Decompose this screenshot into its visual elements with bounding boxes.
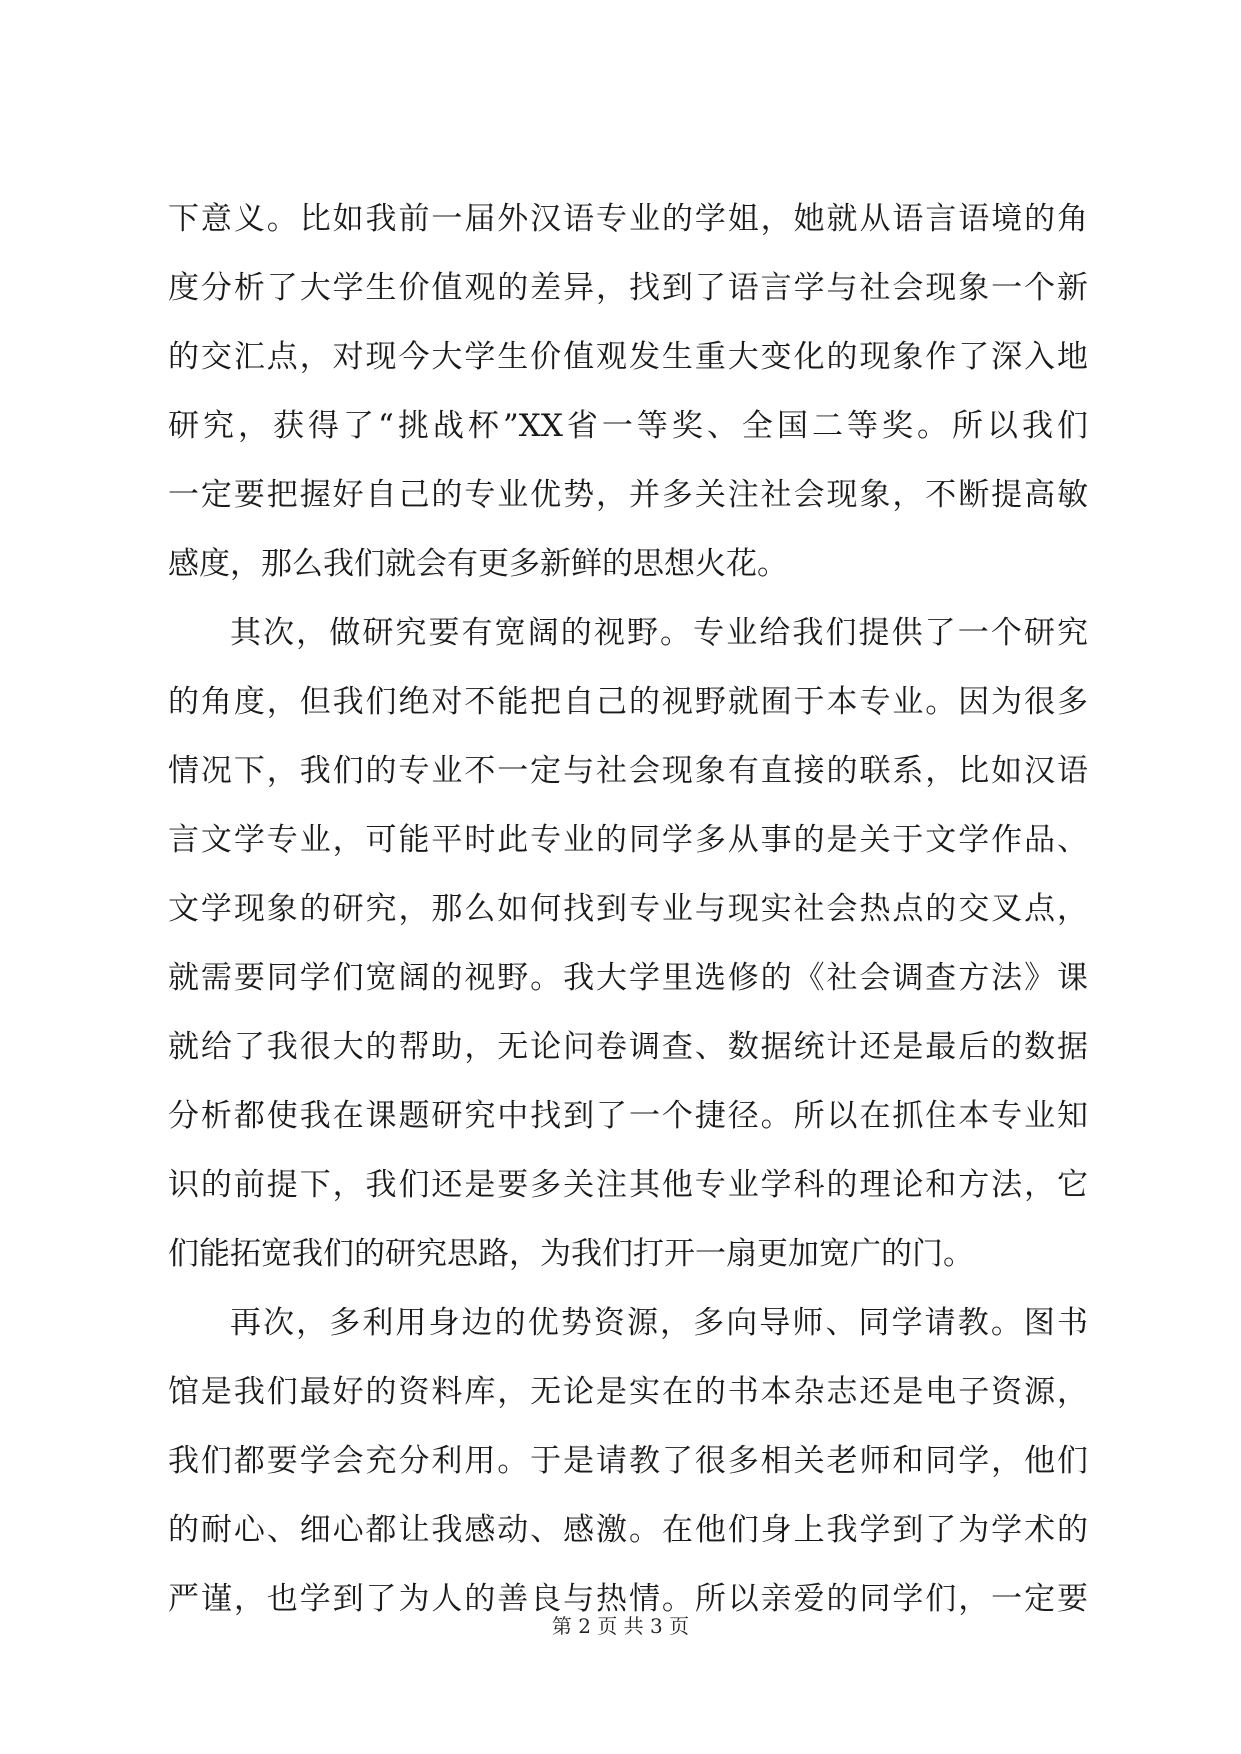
text-line: 分析都使我在课题研究中找到了一个捷径。所以在抓住本专业知: [168, 1098, 1088, 1134]
text-line: 研究，获得了“挑战杯”XX省一等奖、全国二等奖。所以我们: [168, 408, 1088, 444]
text-line: 我们都要学会充分利用。于是请教了很多相关老师和同学，他们: [168, 1443, 1088, 1479]
text-line: 一定要把握好自己的专业优势，并多关注社会现象，不断提高敏: [168, 477, 1088, 513]
text-line: 度分析了大学生价值观的差异，找到了语言学与社会现象一个新: [168, 270, 1088, 306]
text-line: 文学现象的研究，那么如何找到专业与现实社会热点的交叉点，: [168, 891, 1088, 927]
text-line: 就需要同学们宽阔的视野。我大学里选修的《社会调查方法》课: [168, 960, 1088, 996]
text-line: 识的前提下，我们还是要多关注其他专业学科的理论和方法，它: [168, 1167, 1088, 1203]
text-line: 的耐心、细心都让我感动、感激。在他们身上我学到了为学术的: [168, 1512, 1088, 1548]
text-line: 就给了我很大的帮助，无论问卷调查、数据统计还是最后的数据: [168, 1029, 1088, 1065]
text-line: 情况下，我们的专业不一定与社会现象有直接的联系，比如汉语: [168, 753, 1088, 789]
text-line: 言文学专业，可能平时此专业的同学多从事的是关于文学作品、: [168, 822, 1088, 858]
text-line: 馆是我们最好的资料库，无论是实在的书本杂志还是电子资源，: [168, 1374, 1088, 1410]
paragraph-first-line: 其次，做研究要有宽阔的视野。专业给我们提供了一个研究: [230, 615, 1088, 651]
text-line: 严谨，也学到了为人的善良与热情。所以亲爱的同学们，一定要: [168, 1581, 1088, 1617]
page-number-footer: 第 2 页 共 3 页: [551, 1614, 690, 1638]
paragraph-first-line: 再次，多利用身边的优势资源，多向导师、同学请教。图书: [230, 1305, 1088, 1341]
text-line: 们能拓宽我们的研究思路，为我们打开一扇更加宽广的门。: [168, 1236, 974, 1272]
text-line: 感度，那么我们就会有更多新鲜的思想火花。: [168, 546, 788, 582]
text-line: 下意义。比如我前一届外汉语专业的学姐，她就从语言语境的角: [168, 201, 1088, 237]
text-line: 的角度，但我们绝对不能把自己的视野就囿于本专业。因为很多: [168, 684, 1088, 720]
text-line: 的交汇点，对现今大学生价值观发生重大变化的现象作了深入地: [168, 339, 1088, 375]
